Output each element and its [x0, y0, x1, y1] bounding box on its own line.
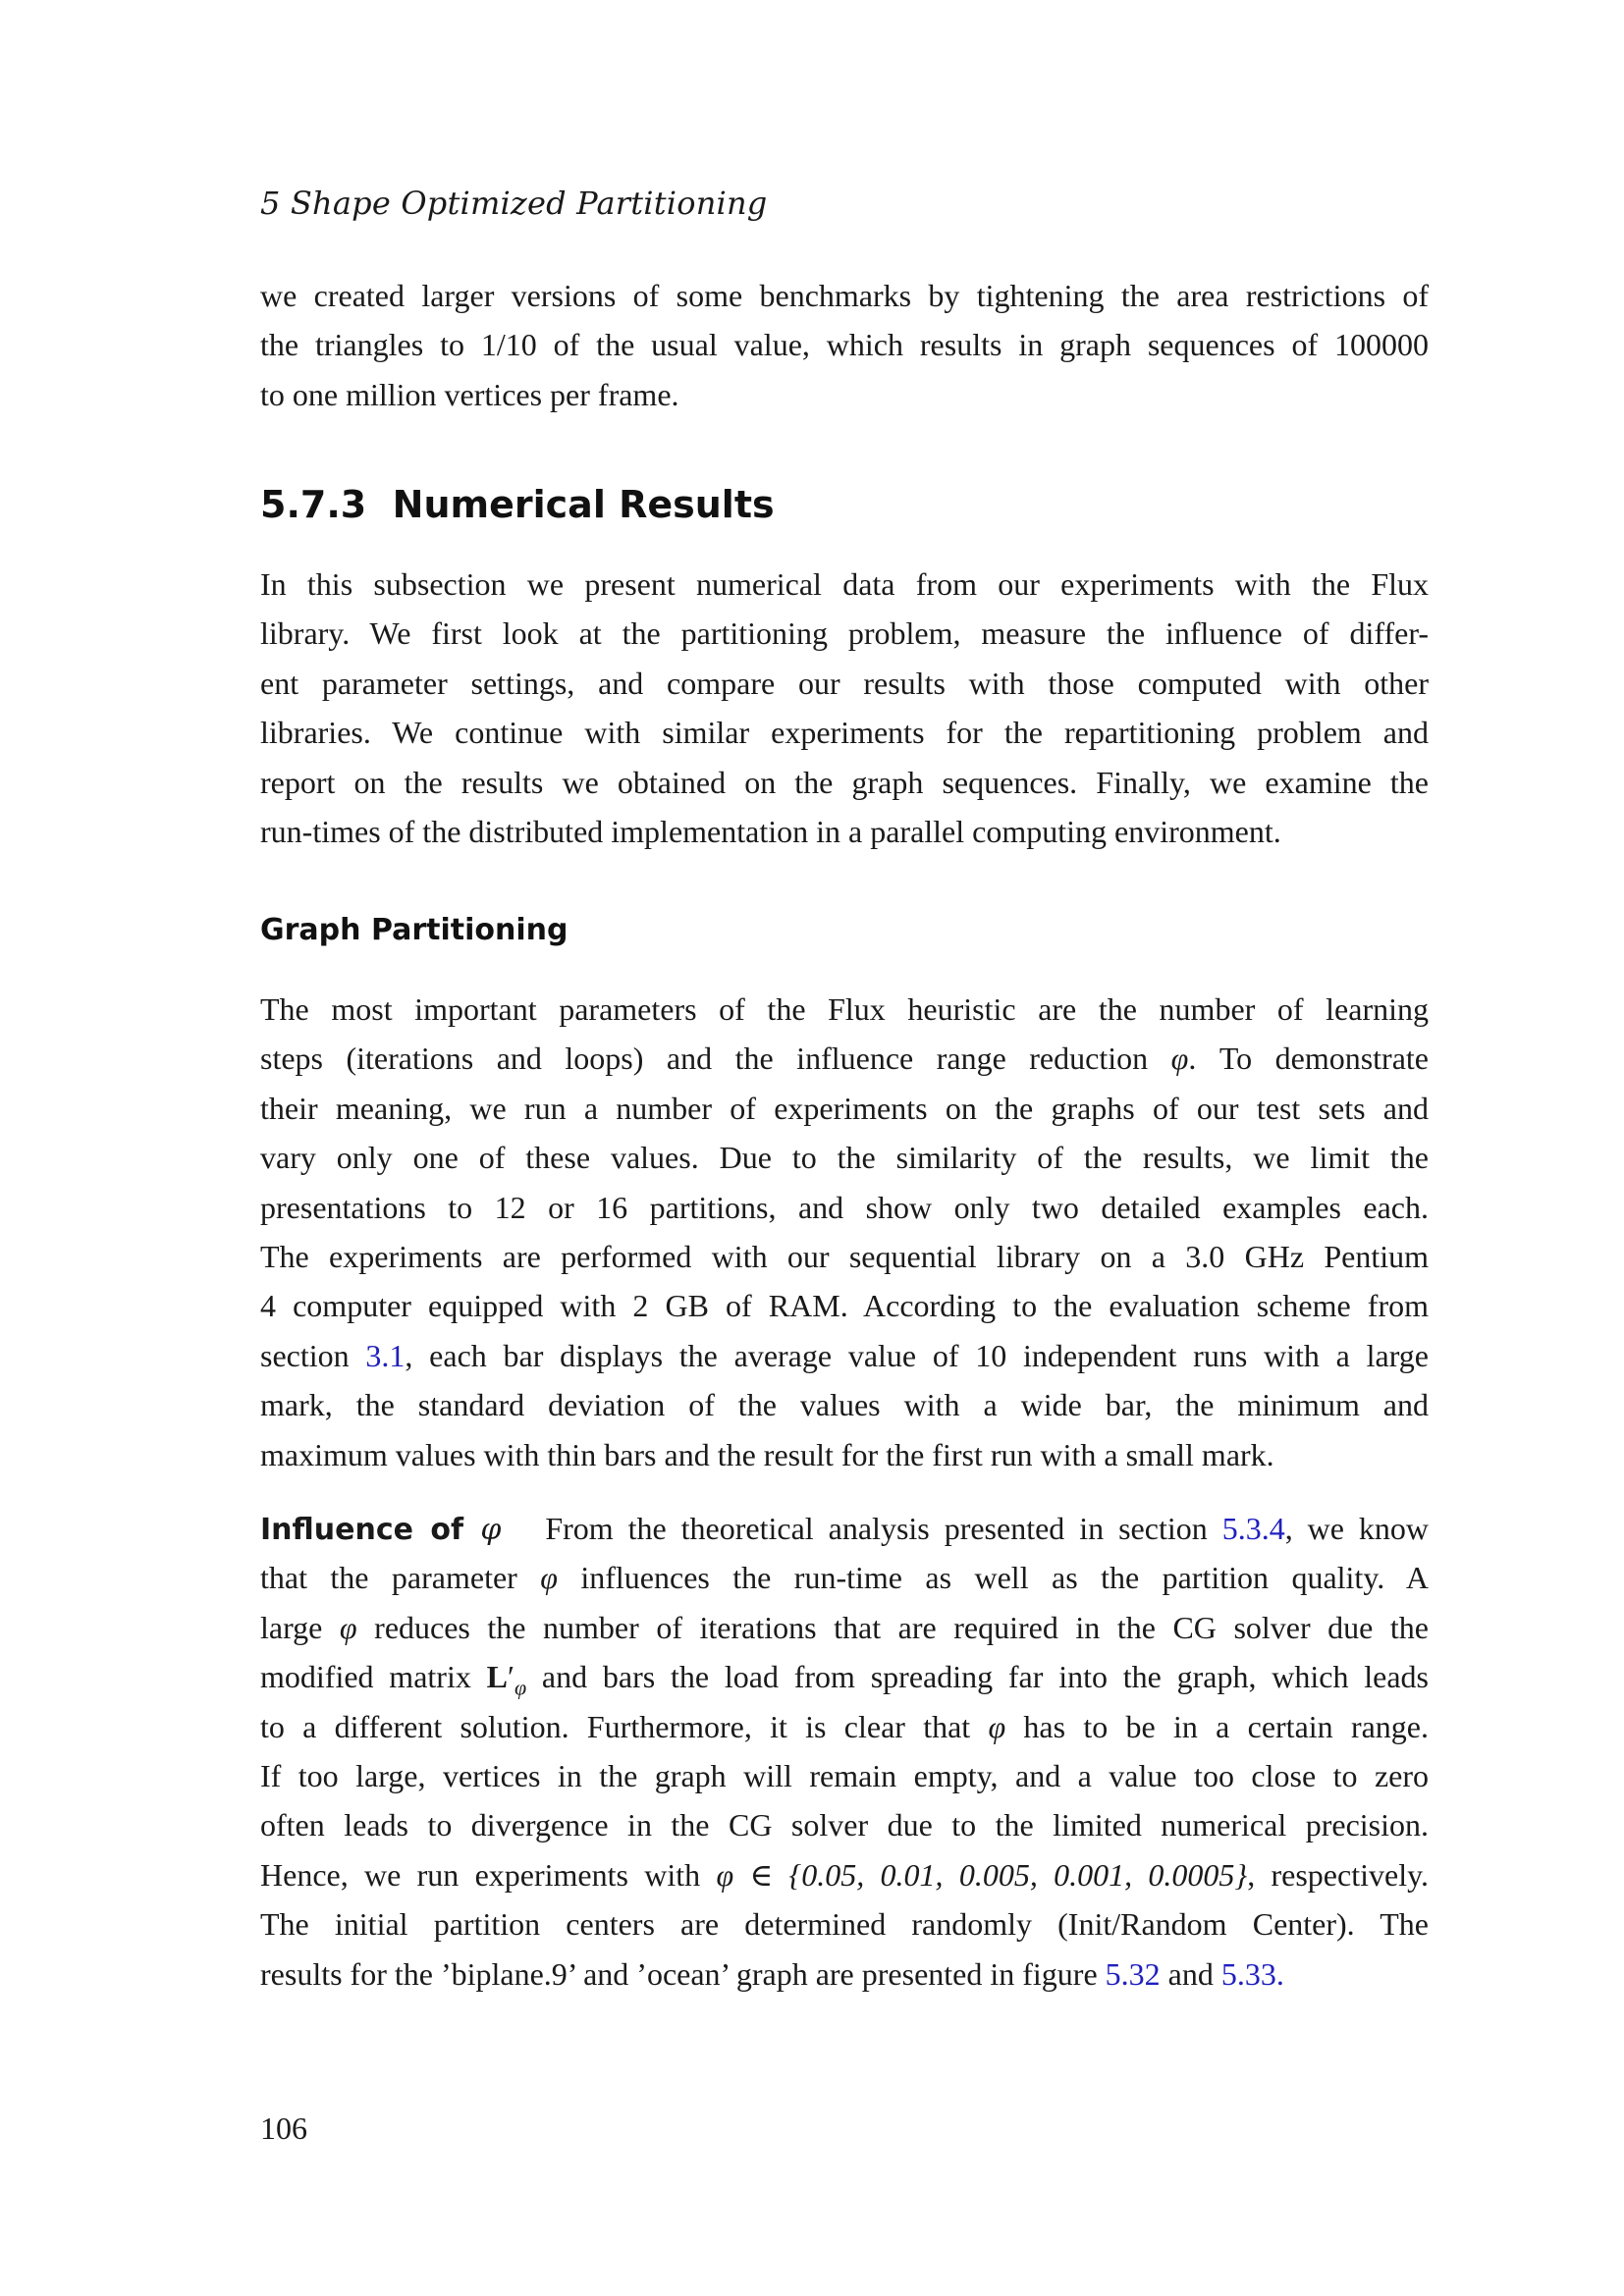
figure-link[interactable]: 5.32	[1105, 1955, 1161, 1992]
section-number: 5.7.3	[260, 483, 367, 526]
text-line: 4 computer equipped with 2 GB of RAM. According to the evaluation scheme from	[260, 1288, 1429, 1324]
text-line: the triangles to 1/10 of the usual value, which results in graph sequences of 100000	[260, 327, 1429, 363]
math-set: φ ∈ {0.05, 0.01, 0.005, 0.001, 0.0005}	[716, 1856, 1248, 1893]
text-line: mark, the standard deviation of the values with a wide bar, the minimum and	[260, 1387, 1429, 1423]
text-line: steps (iterations and loops) and the influence range reduction φ. To demonstrate	[260, 1041, 1430, 1077]
text-line: presentations to 12 or 16 partitions, and show only two detailed examples each.	[260, 1189, 1429, 1225]
text-line: Hence, we run experiments with φ ∈ {0.05, 0.01, 0.005, 0.001, 0.0005}, respectively.	[260, 1856, 1430, 1893]
text-line: If too large, vertices in the graph will remain empty, and a value too close to zero	[260, 1757, 1429, 1793]
text-line: results for the ’biplane.9’ and ’ocean’ graph are presented in figure 5.32 and 5.33.	[260, 1955, 1284, 1992]
section-link[interactable]: 5.3.4	[1221, 1511, 1285, 1546]
phi-symbol: φ	[1170, 1041, 1189, 1077]
figure-link[interactable]: 5.33	[1220, 1955, 1276, 1992]
text-line: The most important parameters of the Flux heuristic are the number of learning	[260, 991, 1429, 1027]
subsection-heading: Graph Partitioning	[260, 913, 568, 947]
text-line: that the parameter φ influences the run-time as well as the partition quality. A	[260, 1560, 1430, 1596]
text-line: we created larger versions of some benchmarks by tightening the area restrictions of	[260, 278, 1429, 313]
text-line: The initial partition centers are determined randomly (Init/Random Center). The	[260, 1906, 1429, 1943]
influence-paragraph	[260, 1504, 1429, 1999]
text-line: section 3.1, each bar displays the average value of 10 independent runs with a large	[260, 1337, 1430, 1373]
text-line: The experiments are performed with our sequential library on a 3.0 GHz Pentium	[260, 1238, 1429, 1274]
text-line: vary only one of these values. Due to the similarity of the results, we limit the	[260, 1140, 1429, 1176]
text-line: modified matrix $L'_\varphi$ and bars the load from spreading far into the graph, which leads	[260, 1659, 1430, 1700]
matrix-symbol: L	[486, 1659, 508, 1695]
text-line: to a different solution. Furthermore, it is clear that φ has to be in a certain range.	[260, 1708, 1430, 1744]
running-head: 5 Shape Optimized Partitioning	[260, 185, 768, 222]
text-line: report on the results we obtained on the graph sequences. Finally, we examine the	[260, 764, 1429, 800]
graph-partitioning-paragraph	[260, 985, 1429, 1479]
section-title: Numerical Results	[392, 483, 775, 526]
text-line: maximum values with thin bars and the result for the first run with a small mark.	[260, 1436, 1274, 1472]
section-paragraph	[260, 560, 1429, 856]
text-line: In this subsection we present numerical data from our experiments with the Flux	[260, 566, 1429, 602]
text-line: library. We first look at the partitioning problem, measure the influence of differ-	[260, 615, 1429, 652]
text-line: Influence of φ From the theoretical analysis presented in section 5.3.4, we know	[260, 1511, 1430, 1547]
text-line: large φ reduces the number of iterations that are required in the CG solver due the	[260, 1609, 1430, 1645]
intro-paragraph	[260, 271, 1429, 419]
paragraph-lead: Influence of φ	[260, 1513, 502, 1547]
text-line: ent parameter settings, and compare our results with those computed with other	[260, 665, 1429, 701]
text-line: libraries. We continue with similar experiments for the repartitioning problem and	[260, 715, 1429, 751]
text-line: often leads to divergence in the CG solver due to the limited numerical precision.	[260, 1807, 1429, 1843]
section-heading	[260, 483, 775, 526]
section-link[interactable]: 3.1	[365, 1337, 406, 1373]
text-line: to one million vertices per frame.	[260, 376, 679, 412]
text-line: run-times of the distributed implementation in a parallel computing environment.	[260, 813, 1281, 849]
text-line: their meaning, we run a number of experiments on the graphs of our test sets and	[260, 1090, 1429, 1126]
page-number: 106	[260, 2110, 307, 2146]
